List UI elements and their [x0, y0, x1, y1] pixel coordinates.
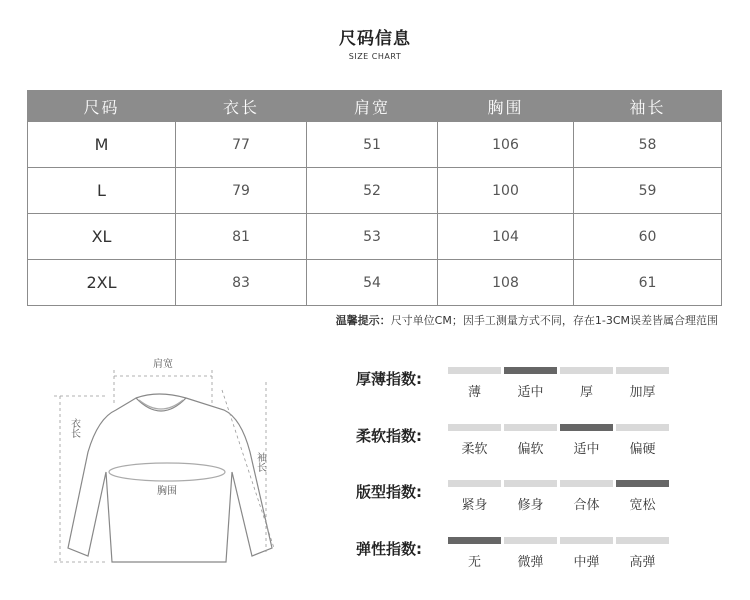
table-cell: 104: [438, 214, 574, 260]
option-label: 宽松: [629, 498, 656, 513]
softness-index-row: [356, 419, 686, 459]
table-header-cell: 袖长: [574, 91, 722, 122]
index-options: [448, 480, 670, 514]
index-label: 厚薄指数:: [356, 370, 422, 388]
index-option: [504, 537, 557, 571]
option-label: 偏硬: [629, 442, 656, 457]
index-option: [616, 367, 669, 401]
table-cell: 79: [176, 168, 307, 214]
table-cell: 77: [176, 122, 307, 168]
table-cell: 58: [574, 122, 722, 168]
size-table: [27, 90, 722, 306]
index-bar: [616, 480, 669, 487]
table-cell: 51: [307, 122, 438, 168]
index-options: [448, 424, 670, 458]
index-option: [560, 537, 613, 571]
table-cell: 81: [176, 214, 307, 260]
table-row: [28, 260, 722, 306]
table-cell: 108: [438, 260, 574, 306]
table-header-cell: 肩宽: [307, 91, 438, 122]
option-label: 柔软: [461, 442, 488, 457]
table-cell: 106: [438, 122, 574, 168]
page-subtitle: SIZE CHART: [348, 52, 402, 61]
size-cell: L: [28, 168, 176, 214]
option-label: 适中: [573, 442, 600, 457]
index-bar: [616, 424, 669, 431]
index-bar: [504, 537, 557, 544]
thickness-index-row: [356, 362, 686, 402]
tip-text: 尺寸单位CM；因手工测量方式不同，存在1-3CM误差皆属合理范围: [390, 314, 718, 327]
option-label: 中弹: [573, 555, 600, 570]
option-label: 偏软: [517, 442, 544, 457]
table-cell: 83: [176, 260, 307, 306]
chest-label: 胸围: [157, 486, 177, 497]
index-option: [504, 367, 557, 401]
garment-diagram: [46, 352, 306, 580]
index-option: [448, 480, 501, 514]
table-cell: 53: [307, 214, 438, 260]
index-options: [448, 537, 670, 571]
option-label: 紧身: [461, 498, 488, 513]
index-bar: [560, 537, 613, 544]
size-cell: 2XL: [28, 260, 176, 306]
option-label: 加厚: [629, 385, 656, 400]
index-option: [560, 424, 613, 458]
index-option: [616, 424, 669, 458]
table-cell: 52: [307, 168, 438, 214]
table-cell: 61: [574, 260, 722, 306]
option-label: 厚: [579, 385, 593, 400]
index-bar: [504, 480, 557, 487]
option-label: 无: [467, 555, 481, 570]
elasticity-index-row: [356, 532, 686, 572]
index-options: [448, 367, 670, 401]
index-bar: [448, 480, 501, 487]
index-option: [560, 480, 613, 514]
option-label: 薄: [467, 385, 481, 400]
table-header-cell: 衣长: [176, 91, 307, 122]
index-bar: [560, 424, 613, 431]
index-option: [448, 537, 501, 571]
index-label: 版型指数:: [356, 483, 422, 501]
page-title: 尺码信息: [339, 29, 411, 49]
index-bar: [448, 537, 501, 544]
table-row: [28, 214, 722, 260]
index-bar: [504, 424, 557, 431]
table-cell: 60: [574, 214, 722, 260]
index-bar: [504, 367, 557, 374]
table-cell: 54: [307, 260, 438, 306]
index-option: [616, 480, 669, 514]
size-cell: M: [28, 122, 176, 168]
option-label: 合体: [573, 498, 600, 513]
index-option: [504, 424, 557, 458]
option-label: 修身: [517, 498, 544, 513]
index-option: [448, 424, 501, 458]
tip-label: 温馨提示：: [335, 314, 391, 327]
table-header-cell: 尺码: [28, 91, 176, 122]
shoulder-label: 肩宽: [153, 359, 173, 370]
index-option: [448, 367, 501, 401]
measurement-tip: [336, 312, 718, 328]
fit-index-row: [356, 475, 686, 515]
index-bar: [448, 424, 501, 431]
index-label: 弹性指数:: [356, 540, 422, 558]
index-bar: [560, 480, 613, 487]
table-header-cell: 胸围: [438, 91, 574, 122]
option-label: 微弹: [517, 555, 544, 570]
index-option: [560, 367, 613, 401]
index-label: 柔软指数:: [356, 427, 422, 445]
index-bar: [560, 367, 613, 374]
table-row: [28, 122, 722, 168]
index-bar: [448, 367, 501, 374]
index-bar: [616, 537, 669, 544]
index-option: [616, 537, 669, 571]
sweater-illustration: [68, 394, 272, 562]
table-header-row: [28, 91, 722, 122]
sleeve-label: 袖长: [254, 452, 266, 472]
table-row: [28, 168, 722, 214]
index-option: [504, 480, 557, 514]
index-bar: [616, 367, 669, 374]
table-cell: 59: [574, 168, 722, 214]
size-cell: XL: [28, 214, 176, 260]
length-label: 衣长: [68, 418, 80, 438]
option-label: 适中: [517, 385, 544, 400]
option-label: 高弹: [629, 555, 656, 570]
table-cell: 100: [438, 168, 574, 214]
